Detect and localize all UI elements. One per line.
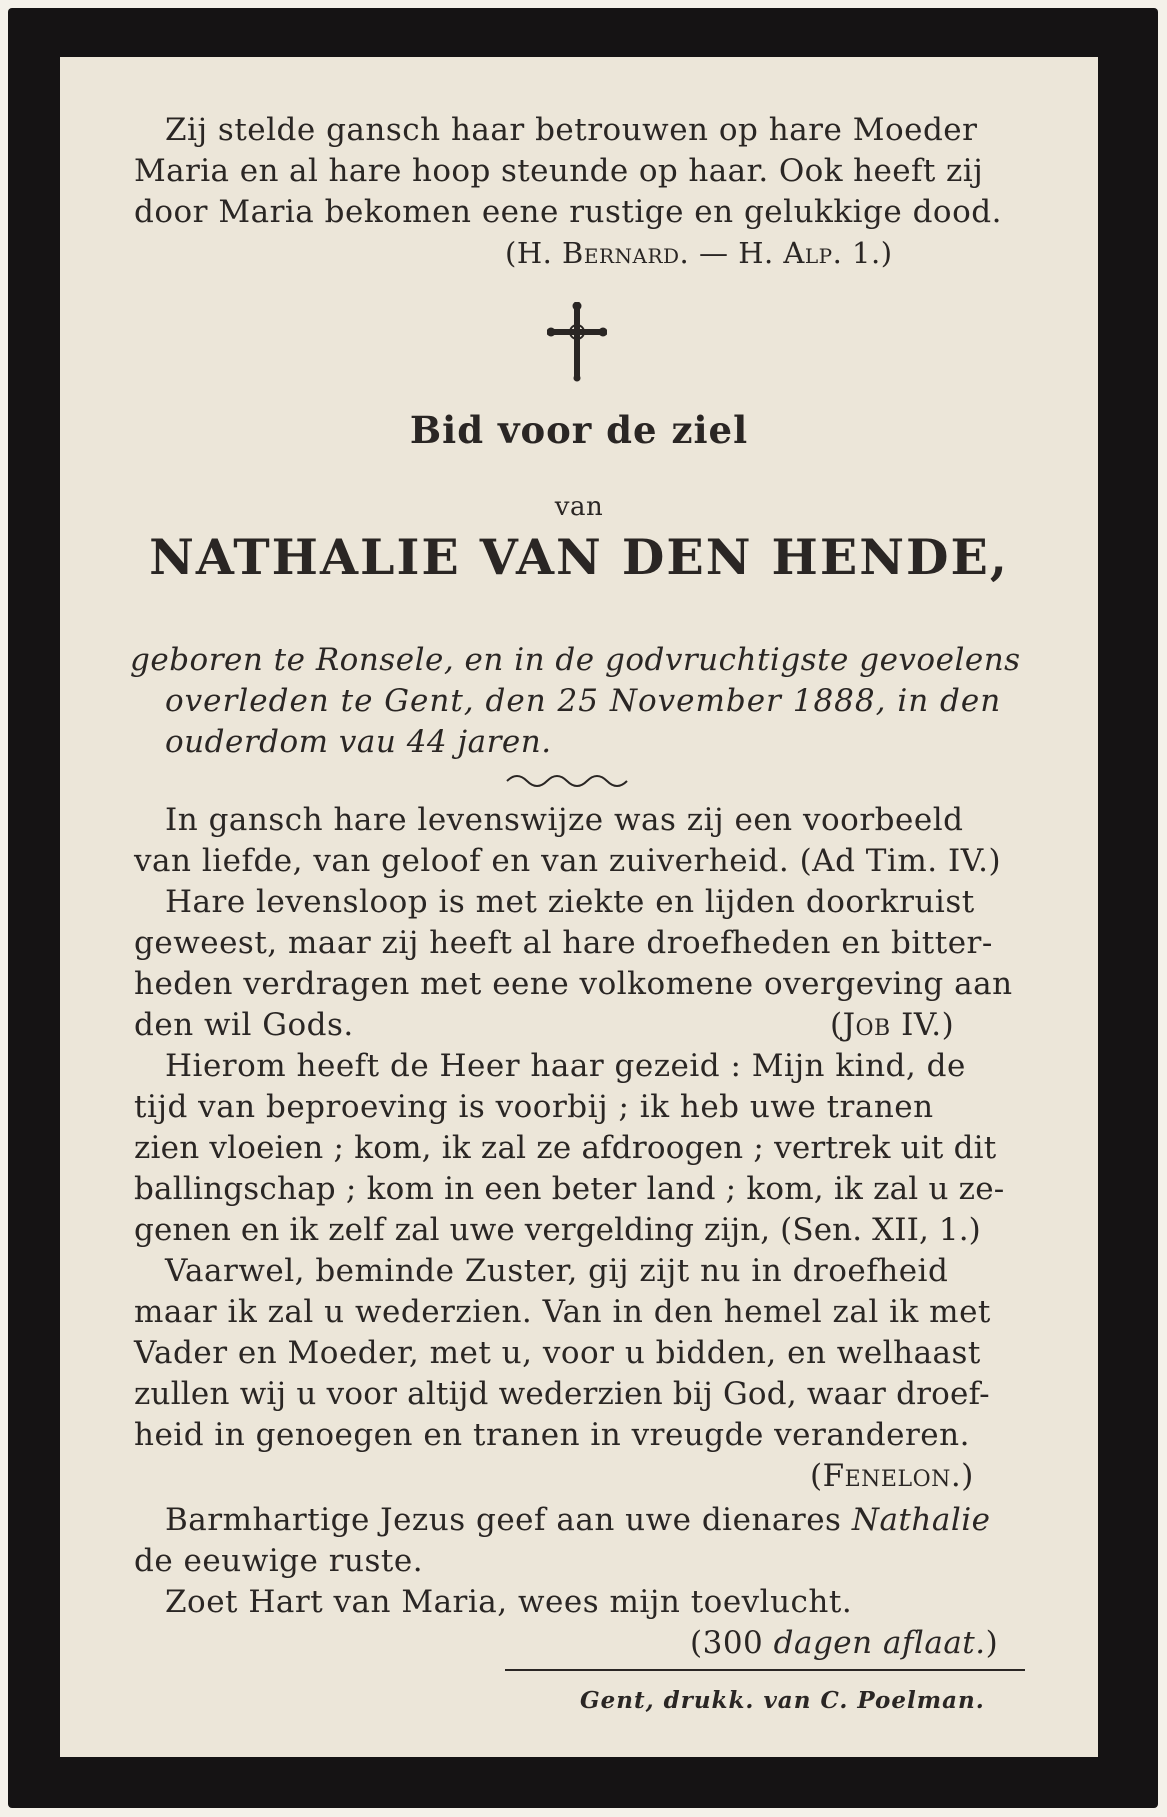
p5-line-1-text: Barmhartige Jezus geef aan uwe dienares bbox=[165, 1502, 852, 1538]
p6-line-1: Zoet Hart van Maria, wees mijn toevlucht. bbox=[165, 1584, 853, 1620]
p3-line-4: ballingschap ; kom in een beter land ; kom, ik zal u ze- bbox=[134, 1171, 1005, 1207]
p1-line-1: In gansch hare levenswijze was zij een voorbeeld bbox=[165, 802, 964, 838]
indulgence-close: ) bbox=[985, 1625, 999, 1661]
p4-line-4: zullen wij u voor altijd wederzien bij God, waar droef- bbox=[134, 1376, 990, 1412]
p5-line-2: de eeuwige ruste. bbox=[134, 1543, 424, 1579]
swash-ornament bbox=[505, 769, 635, 789]
footer-rule bbox=[505, 1669, 1025, 1671]
p4-line-2: maar ik zal u wederzien. Van in den hemel zal ik met bbox=[134, 1294, 991, 1330]
epigraph-line-1: Zij stelde gansch haar betrouwen op hare Moeder bbox=[165, 112, 978, 148]
p5-line-1-name: Nathalie bbox=[851, 1502, 991, 1538]
bio-line-3: ouderdom vau 44 jaren. bbox=[165, 724, 552, 760]
p4-line-5: heid in genoegen en tranen in vreugde veranderen. bbox=[134, 1417, 970, 1453]
van-label: van bbox=[554, 492, 604, 522]
indulgence-text: dagen aflaat. bbox=[773, 1625, 986, 1661]
epigraph-line-2: Maria en al hare hoop steunde op haar. Ook heeft zij bbox=[134, 153, 984, 189]
p2-line-4: den wil Gods. bbox=[134, 1007, 354, 1043]
epigraph-line-3: door Maria bekomen eene rustige en gelukkige dood. bbox=[134, 194, 1002, 230]
indulgence-open: (300 bbox=[690, 1625, 774, 1661]
p4-line-1: Vaarwel, beminde Zuster, gij zijt nu in droefheid bbox=[165, 1253, 949, 1289]
cross-icon bbox=[547, 302, 607, 382]
p3-line-1: Hierom heeft de Heer haar gezeid : Mijn kind, de bbox=[165, 1048, 966, 1084]
prayer-heading: Bid voor de ziel bbox=[409, 408, 749, 452]
p3-line-5: genen en ik zelf zal uwe vergelding zijn, (Sen. XII, 1.) bbox=[134, 1212, 981, 1248]
p3-line-3: zien vloeien ; kom, ik zal ze afdroogen ; vertrek uit dit bbox=[134, 1130, 997, 1166]
bio-line-1: geboren te Ronsele, en in de godvruchtigste gevoelens bbox=[130, 642, 1021, 678]
p4-source: (Fenelon.) bbox=[810, 1458, 974, 1494]
indulgence-note bbox=[690, 1625, 998, 1661]
p2-line-2: geweest, maar zij heeft al hare droefheden en bitter- bbox=[134, 925, 993, 961]
p1-line-2: van liefde, van geloof en van zuiverheid. (Ad Tim. IV.) bbox=[134, 843, 1002, 879]
p4-line-3: Vader en Moeder, met u, voor u bidden, en welhaast bbox=[134, 1335, 981, 1371]
memorial-card bbox=[60, 57, 1098, 1757]
p3-line-2: tijd van beproeving is voorbij ; ik heb uwe tranen bbox=[134, 1089, 934, 1125]
printer-credit: Gent, drukk. van C. Poelman. bbox=[580, 1687, 985, 1714]
epigraph-source: (H. Bernard. — H. Alp. 1.) bbox=[505, 236, 893, 270]
deceased-name: NATHALIE VAN DEN HENDE, bbox=[149, 528, 1009, 586]
p5-line-1 bbox=[165, 1502, 991, 1538]
p2-line-1: Hare levensloop is met ziekte en lijden doorkruist bbox=[165, 884, 975, 920]
p2-line-3: heden verdragen met eene volkomene overgeving aan bbox=[134, 966, 1013, 1002]
p2-source: (Job IV.) bbox=[830, 1007, 955, 1043]
bio-line-2: overleden te Gent, den 25 November 1888, in den bbox=[165, 683, 1002, 719]
